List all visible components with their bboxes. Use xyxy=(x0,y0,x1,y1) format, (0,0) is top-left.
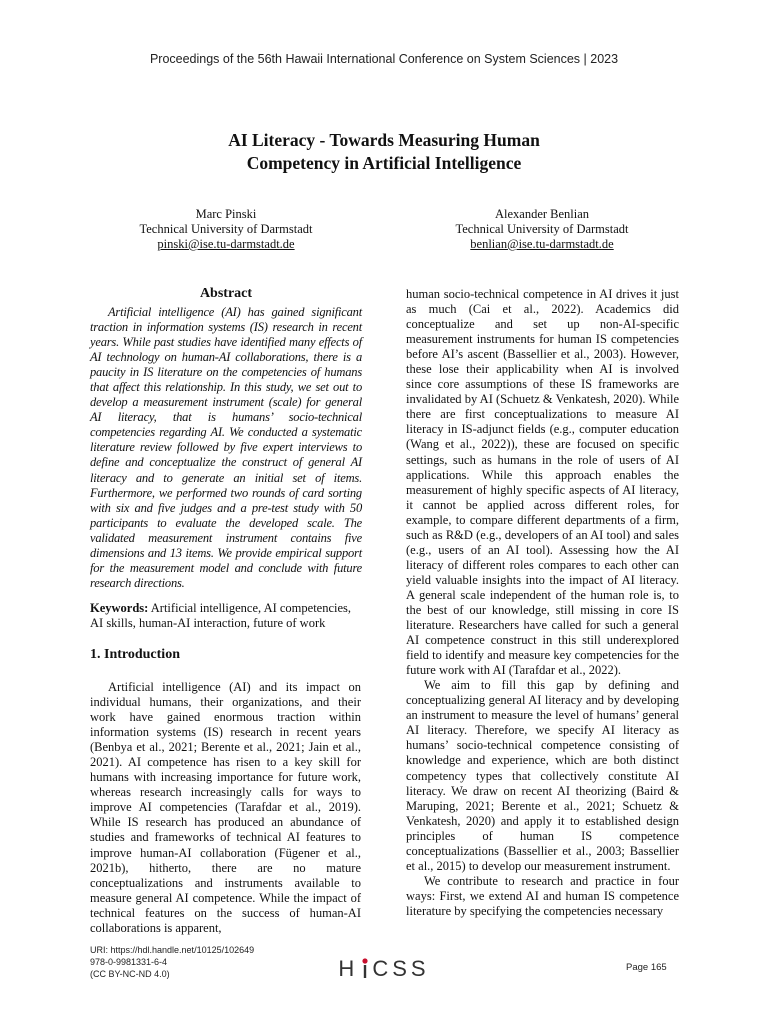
conference-header: Proceedings of the 56th Hawaii International Conference on System Sciences | 2023 xyxy=(149,52,619,66)
author-name: Alexander Benlian xyxy=(494,207,590,221)
author-email-link[interactable]: benlian@ise.tu-darmstadt.de xyxy=(470,237,614,251)
author-block-1 xyxy=(76,207,376,252)
introduction-heading: 1. Introduction xyxy=(90,647,180,662)
body-paragraph: human socio-technical competence in AI drives it just as much (Cai et al., 2022). Academics did conceptualize and set up non-AI-specific measurement instruments for human IS competencies before AI’s ascent (Bassellier et al., 2003). However, these lose their applicability when AI is involved since core assumptions of these IS frameworks are invalidated by AI (Schuetz & Venkatesh, 2020). While there are first conceptualizations to measure AI literacy in IS-adjunct fields (e.g., computer education (Wang et al., 2022)), these are focused on specific settings, such as humans in the role of users of AI applications. While this approach enables the measurement of highly specific aspects of AI literacy, it cannot be applied across different roles, for example, to compare different departments of a firm, such as R&D (e.g., developers of an AI tool) and sales (e.g., users of an AI tool). Assessing how the AI literacy of different roles compares to each other can yield valuable insights into the impact of AI literacy. A general scale independent of the human role is, to the best of our knowledge, still missing in core IS literature. Researchers have called for such a general AI competence construct in this still underexplored field to identify and measure key competencies for the future work with AI (Tarafdar et al., 2022). xyxy=(406,287,679,678)
footer-isbn: 978-0-9981331-6-4 xyxy=(90,957,168,967)
footer-license: (CC BY-NC-ND 4.0) xyxy=(90,969,170,979)
introduction-body xyxy=(90,680,361,936)
body-paragraph: We contribute to research and practice in four ways: First, we extend AI and human IS competence literature by specifying the competencies necessary xyxy=(406,873,679,918)
author-email-link[interactable]: pinski@ise.tu-darmstadt.de xyxy=(157,237,295,251)
logo-torch-icon xyxy=(358,957,372,979)
paper-title xyxy=(0,129,768,175)
author-name: Marc Pinski xyxy=(195,207,257,221)
title-line-1: AI Literacy - Towards Measuring Human xyxy=(228,130,540,150)
author-affiliation: Technical University of Darmstadt xyxy=(455,222,629,236)
abstract-text: Artificial intelligence (AI) has gained significant traction in information systems (IS) research in recent years. While past studies have identified many effects of AI technology on human-AI collaborations, there is a paucity in IS literature on the competencies of humans that affect this relationship. In this study, we set out to develop a measurement instrument (scale) for general AI literacy, that is humans’ socio-technical competencies regarding AI. We conducted a systematic literature review followed by five expert interviews to define and conceptualize the construct of general AI literacy and to generate an initial set of items. Furthermore, we performed two rounds of card sorting with six and five judges and a pre-test study with 50 participants to evaluate the developed scale. The validated measurement instrument contains five dimensions and 13 items. We provide empirical support for the measurement model and conclude with future research directions. xyxy=(90,305,362,590)
title-line-2: Competency in Artificial Intelligence xyxy=(246,153,522,173)
right-column-body xyxy=(406,287,679,919)
abstract-heading: Abstract xyxy=(199,286,253,301)
keywords-text: Artificial intelligence, AI competencies, AI skills, human-AI interaction, future of work xyxy=(90,601,352,630)
keywords xyxy=(90,601,362,631)
introduction-paragraph: Artificial intelligence (AI) and its impact on individual humans, their organizations, and their work have gained enormous traction within information systems (IS) research in recent years (Benbya et al., 2021; Berente et al., 2021; Jain et al., 2021). AI competence has risen to a key skill for humans with increasing importance for future work, whereas research increasingly calls for ways to improve AI competencies (Tarafdar et al., 2019). While IS research has produced an abundance of studies and frameworks of technical AI features to improve human-AI collaboration (Fügener et al., 2021b), hitherto, there are no mature conceptualizations and instruments available to measure general AI competence. While the impact of technical features on the success of human-AI collaborations is apparent, xyxy=(90,680,361,935)
author-block-2 xyxy=(392,207,692,252)
logo-text-left: H xyxy=(338,956,359,981)
keywords-label: Keywords: xyxy=(90,601,149,615)
page-number: Page 165 xyxy=(626,962,667,973)
footer-uri[interactable]: URI: https://hdl.handle.net/10125/102649 xyxy=(90,945,255,955)
author-affiliation: Technical University of Darmstadt xyxy=(139,222,313,236)
logo-text-right: CSS xyxy=(372,956,430,981)
body-paragraph: We aim to fill this gap by defining and conceptualizing general AI literacy and by developing an instrument to measure the level of humans’ general AI literacy. Therefore, we specify AI literacy as humans’ socio-technical competence consisting of knowledge and experience, which are both distinct competency types that collectively constitute AI literacy. We draw on recent AI theorizing (Baird & Maruping, 2021; Berente et al., 2021; Schuetz & Venkatesh, 2020) and apply it to established design principles of human IS competence conceptualizations (Bassellier et al., 2003; Bassellier et al., 2015) to develop our measurement instrument. xyxy=(406,678,679,873)
